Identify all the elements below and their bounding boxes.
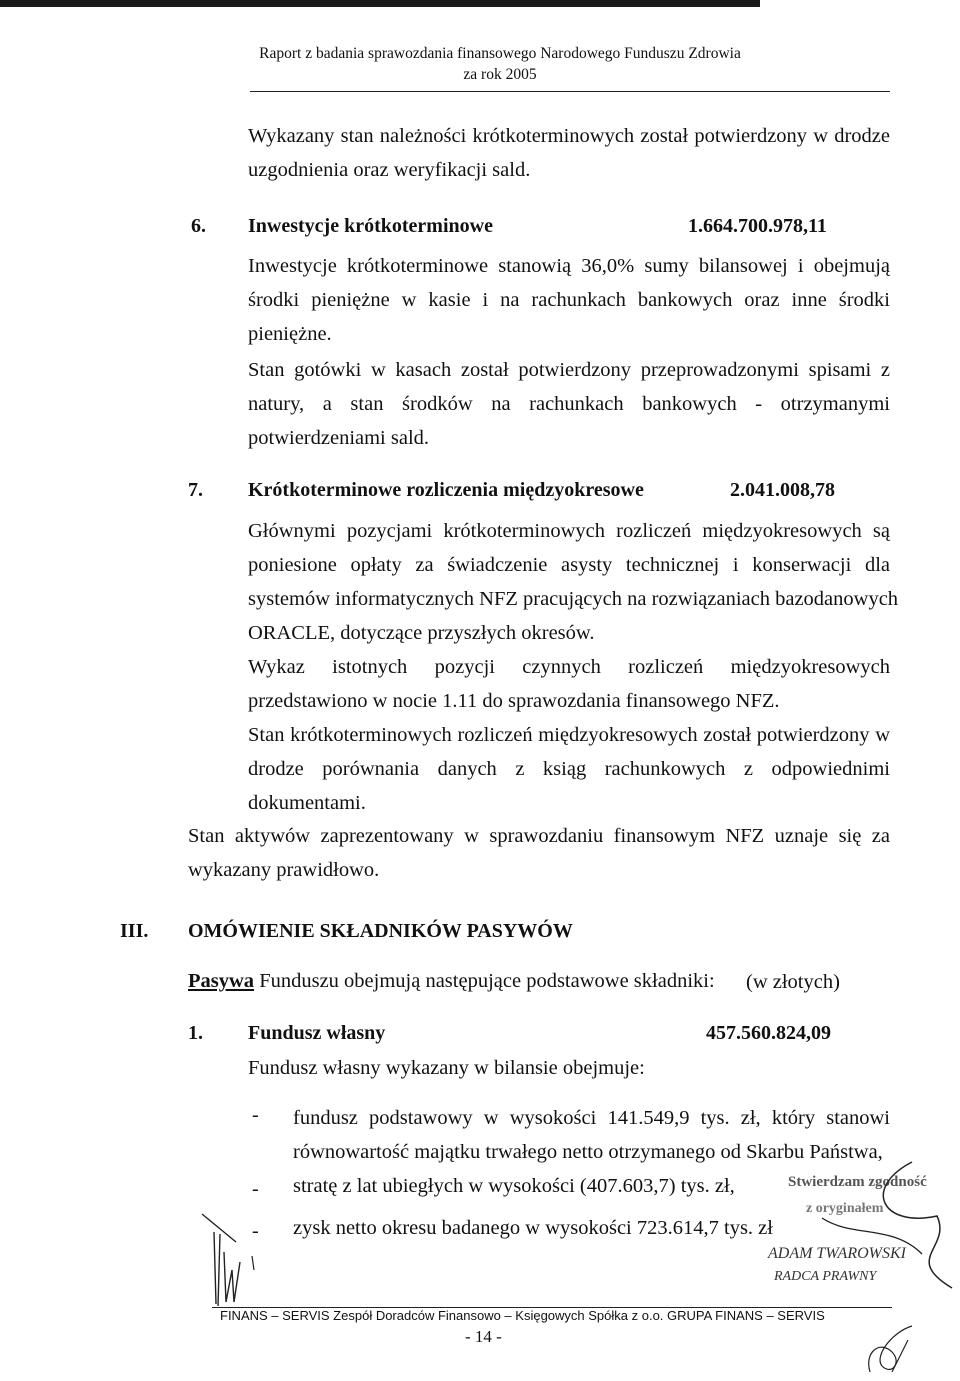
bullet-dash: - [252, 1104, 259, 1126]
equity-item-3: zysk netto okresu badanego w wysokości 723.614,7 tys. zł [293, 1217, 773, 1239]
intro-paragraph [248, 119, 890, 187]
corner-paraph [862, 1322, 922, 1378]
section-6-title: Inwestycje krótkoterminowe [248, 215, 493, 237]
pasywa-intro [188, 970, 715, 993]
s6-p2-line-2: natury, a stan środków na rachunkach bankowych - otrzymanymi [248, 393, 890, 415]
s7-p3-line-1: Stan krótkoterminowych rozliczeń międzyokresowych został potwierdzony w [248, 724, 890, 746]
s6-p1-line-1: Inwestycje krótkoterminowe stanowią 36,0% sumy bilansowej i obejmują [248, 255, 890, 277]
s7-p1-line-4: ORACLE, dotyczące przyszłych okresów. [248, 622, 595, 644]
stamp-line-4: RADCA PRAWNY [774, 1269, 877, 1284]
section-7-title: Krótkoterminowe rozliczenia międzyokresowe [248, 479, 644, 501]
pasywa-word: Pasywa [188, 970, 255, 992]
section-1-intro: Fundusz własny wykazany w bilansie obejmuje: [248, 1057, 645, 1079]
page-number: - 14 - [465, 1327, 502, 1346]
s6-p1-line-3: pieniężne. [248, 323, 332, 345]
summary-line-2: wykazany prawidłowo. [188, 859, 380, 881]
section-7-paragraph-3 [248, 718, 890, 820]
section-7-paragraph-1 [248, 514, 899, 650]
section-6-amount: 1.664.700.978,11 [688, 215, 827, 237]
section-1-title: Fundusz własny [248, 1022, 386, 1044]
handwritten-initials [196, 1212, 262, 1308]
stamp-line-1: Stwierdzam zgodność [788, 1174, 927, 1190]
s7-p2-line-1: Wykaz istotnych pozycji czynnych rozliczeń międzyokresowych [248, 656, 890, 678]
equity-item-2: stratę z lat ubiegłych w wysokości (407.603,7) tys. zł, [293, 1175, 735, 1197]
s7-p2-line-2: przedstawiono w nocie 1.11 do sprawozdania finansowego NFZ. [248, 690, 780, 712]
section-7-paragraph-2 [248, 650, 890, 718]
section-6-paragraph-1 [248, 249, 890, 351]
top-scan-bar [0, 0, 760, 7]
summary-line-1: Stan aktywów zaprezentowany w sprawozdaniu finansowym NFZ uznaje się za [188, 825, 890, 847]
section-6-paragraph-2 [248, 353, 890, 455]
s7-p1-line-3: systemów informatycznych NFZ pracujących na rozwiązaniach bazodanowych [248, 588, 899, 610]
stamp-line-2: z oryginałem [806, 1201, 884, 1216]
section-6-number: 6. [191, 215, 206, 237]
section-7-amount: 2.041.008,78 [730, 479, 835, 501]
intro-line-2: uzgodnienia oraz weryfikacji sald. [248, 159, 531, 181]
part-3-number: III. [120, 920, 149, 942]
assets-summary [188, 819, 890, 887]
footer-company: FINANS – SERVIS Zespół Doradców Finansowo – Księgowych Spółka z o.o. GRUPA FINANS – SERVIS [220, 1308, 825, 1323]
s6-p2-line-1: Stan gotówki w kasach został potwierdzony przeprowadzonymi spisami z [248, 359, 890, 381]
section-1-amount: 457.560.824,09 [706, 1022, 831, 1044]
section-1-number: 1. [188, 1022, 203, 1044]
s7-p3-line-3: dokumentami. [248, 792, 366, 814]
s7-p3-line-2: drodze porównania danych z ksiąg rachunkowych z odpowiednimi [248, 758, 890, 780]
s7-p1-line-1: Głównymi pozycjami krótkoterminowych rozliczeń międzyokresowych są [248, 520, 890, 542]
section-7-number: 7. [188, 479, 203, 501]
header-year: za rok 2005 [463, 66, 537, 83]
equity-item-1-line-1: fundusz podstawowy w wysokości 141.549,9 tys. zł, który stanowi [293, 1107, 890, 1129]
certification-stamp [762, 1158, 960, 1298]
bullet-dash: - [252, 1220, 259, 1242]
header-rule [250, 91, 890, 92]
s6-p1-line-2: środki pieniężne w kasie i na rachunkach bankowych oraz inne środki [248, 289, 890, 311]
stamp-line-3: ADAM TWAROWSKI [768, 1245, 906, 1262]
unit-label: (w złotych) [746, 971, 840, 993]
s7-p1-line-2: poniesione opłaty za świadczenie asysty technicznej i konserwacji dla [248, 554, 890, 576]
intro-line-1: Wykazany stan należności krótkoterminowych został potwierdzony w drodze [248, 125, 890, 147]
header-title: Raport z badania sprawozdania finansowego Narodowego Funduszu Zdrowia [259, 45, 741, 62]
part-3-title: OMÓWIENIE SKŁADNIKÓW PASYWÓW [188, 920, 573, 942]
s6-p2-line-3: potwierdzeniami sald. [248, 427, 430, 449]
pasywa-rest: Funduszu obejmują następujące podstawowe składniki: [254, 970, 715, 992]
equity-item-1-line-2: równowartość majątku trwałego netto otrzymanego od Skarbu Państwa, [293, 1141, 883, 1163]
bullet-dash: - [252, 1178, 259, 1200]
